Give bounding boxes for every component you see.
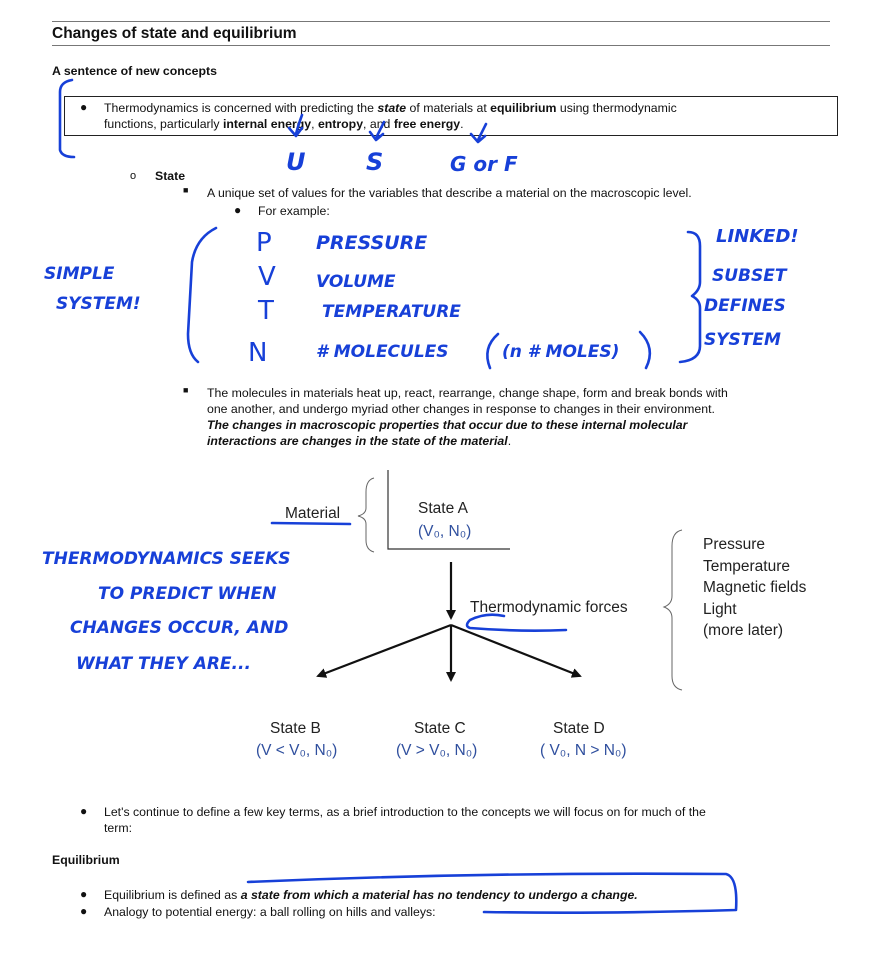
ink-seeks-line-3: CHANGES OCCUR, AND xyxy=(70,618,289,638)
ink-defines: DEFINES xyxy=(704,296,786,316)
ink-word-temperature: TEMPERATURE xyxy=(322,302,461,322)
molecules-line-2: one another, and undergo myriad other changes in response to changes in their environment. xyxy=(207,402,715,416)
section-heading-new-concepts: A sentence of new concepts xyxy=(52,64,217,78)
ink-bracket-concept xyxy=(60,80,74,157)
state-definition: A unique set of values for the variables that describe a material on the macroscopic level. xyxy=(207,186,692,200)
state-a-vars: (V₀, N₀) xyxy=(418,523,472,540)
ink-word-volume: VOLUME xyxy=(316,272,396,292)
ink-bracket-left xyxy=(188,228,216,362)
ink-underline-eq xyxy=(248,874,736,913)
ink-arrow-s xyxy=(370,122,384,140)
ink-word-pressure: PRESSURE xyxy=(316,232,428,254)
state-d-vars: ( V₀, N > N₀) xyxy=(540,742,627,759)
bullet-circle-icon: o xyxy=(130,170,137,182)
state-a-name: State A xyxy=(418,500,468,517)
force-pressure: Pressure xyxy=(703,536,766,553)
equilibrium-heading: Equilibrium xyxy=(52,853,120,867)
material-label: Material xyxy=(285,505,341,522)
ink-var-v: V xyxy=(258,262,276,292)
ink-arrow-g xyxy=(471,124,486,142)
analogy-text: Analogy to potential energy: a ball rolling on hills and valleys: xyxy=(104,905,436,919)
continue-line-1: Let's continue to define a few key terms, as a brief introduction to the concepts we will focus on for much of the xyxy=(104,805,706,819)
bullet-square-icon: ■ xyxy=(183,385,189,395)
continue-line-2: term: xyxy=(104,821,133,835)
molecules-line-4: interactions are changes in the state of the material. xyxy=(207,434,512,448)
bullet-square-icon: ■ xyxy=(183,185,189,195)
bullet-icon: ● xyxy=(80,887,88,901)
state-c-name: State C xyxy=(414,720,466,737)
molecules-line-1: The molecules in materials heat up, react, rearrange, change shape, form and break bonds with xyxy=(207,386,728,400)
force-more-later: (more later) xyxy=(703,622,784,640)
force-light: Light xyxy=(703,600,737,618)
forces-label: Thermodynamic forces xyxy=(470,599,628,616)
ink-g-or-f: G or F xyxy=(450,152,518,176)
ink-var-n: N xyxy=(248,338,268,368)
ink-seeks-line-4: WHAT THEY ARE... xyxy=(76,654,251,674)
bullet-icon: ● xyxy=(80,804,88,818)
arrow-to-state-b xyxy=(318,625,451,676)
ink-arrow-u xyxy=(289,115,302,136)
state-c-vars: (V > V₀, N₀) xyxy=(396,742,478,759)
molecules-line-3: The changes in macroscopic properties that occur due to these internal molecular xyxy=(207,418,688,432)
concept-line-2: functions, particularly internal energy, entropy, and free energy. xyxy=(104,117,464,131)
ink-pointer-forces xyxy=(467,615,566,631)
ink-u: U xyxy=(286,148,306,176)
state-b-name: State B xyxy=(270,720,321,737)
ink-underline-material xyxy=(272,523,350,524)
ink-subset: SUBSET xyxy=(712,266,787,286)
ink-bracket-right xyxy=(680,232,700,362)
ink-linked: LINKED! xyxy=(716,226,799,247)
for-example: For example: xyxy=(258,204,330,218)
state-heading: State xyxy=(155,169,186,183)
concept-line-1: Thermodynamics is concerned with predicting the state of materials at equilibrium using thermodynamic xyxy=(104,101,677,115)
state-b-vars: (V < V₀, N₀) xyxy=(256,742,338,759)
bullet-icon: ● xyxy=(80,100,88,114)
force-magnetic-fields: Magnetic fields xyxy=(703,579,807,597)
ink-var-t: T xyxy=(258,296,274,326)
bullet-icon: ● xyxy=(80,904,88,918)
state-a-frame xyxy=(388,470,510,549)
force-temperature: Temperature xyxy=(703,557,791,575)
ink-seeks-line-2: TO PREDICT WHEN xyxy=(98,584,277,604)
ink-var-p: P xyxy=(256,228,272,258)
bullet-icon: ● xyxy=(234,203,242,217)
ink-paren-open xyxy=(487,334,498,368)
ink-paren-close xyxy=(640,332,650,368)
page-title: Changes of state and equilibrium xyxy=(52,25,297,42)
ink-n-moles: (n # MOLES) xyxy=(502,342,620,362)
forces-brace xyxy=(664,530,682,690)
state-d-name: State D xyxy=(553,720,605,737)
ink-word-molecules: # MOLECULES xyxy=(316,342,449,362)
ink-system: SYSTEM! xyxy=(56,294,141,314)
ink-seeks-line-1: THERMODYNAMICS SEEKS xyxy=(42,549,291,569)
ink-s: S xyxy=(366,148,384,176)
ink-simple: SIMPLE xyxy=(44,264,115,284)
equilibrium-definition: Equilibrium is defined as a state from which a material has no tendency to undergo a change. xyxy=(104,888,638,902)
ink-system-right: SYSTEM xyxy=(704,330,781,350)
arrow-to-state-d xyxy=(451,625,580,676)
material-brace xyxy=(358,478,374,552)
